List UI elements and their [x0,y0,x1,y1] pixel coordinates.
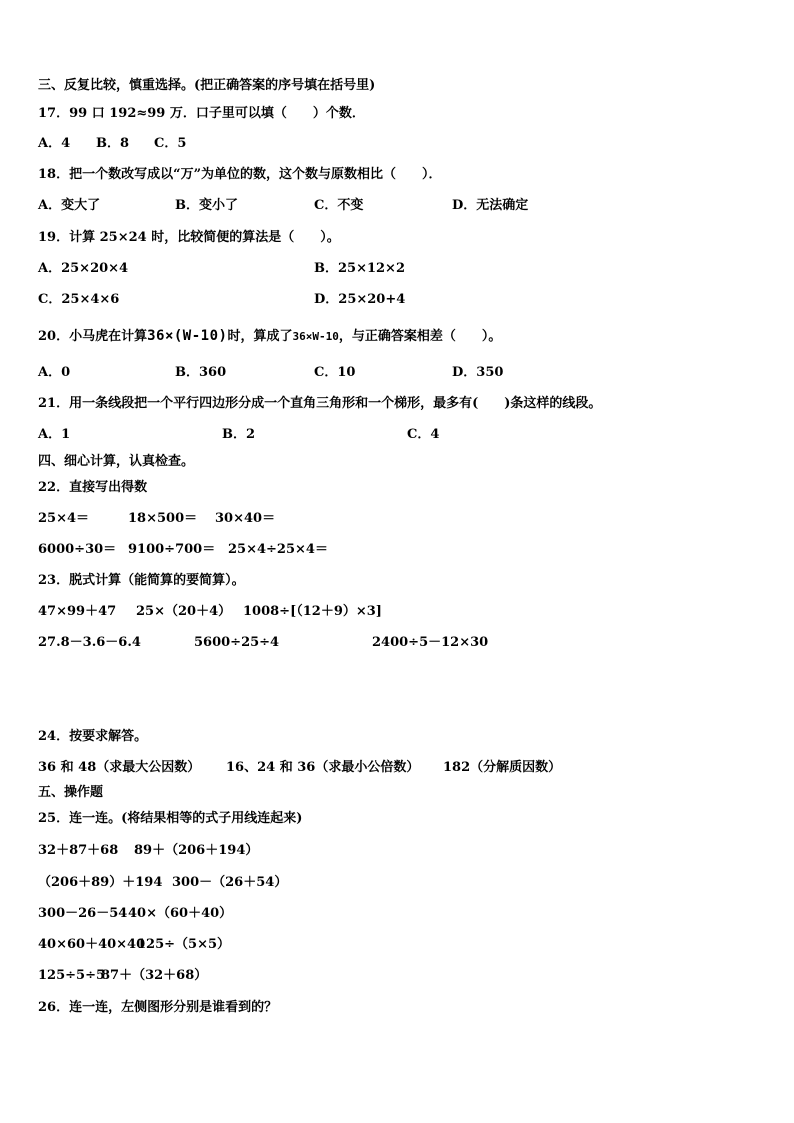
q17-option-b: B．8 [96,136,130,151]
q24-item-3: 182（分解质因数） [443,760,562,775]
q23-item-5: 5600÷25÷4 [194,635,280,650]
q22-stem: 22．直接写出得数 [38,480,148,495]
q20-stem [38,328,501,345]
q19-option-b: B．25×12×2 [314,261,406,276]
q20-stem-pre: 20．小马虎在计算 [38,329,148,344]
q19-option-d: D．25×20+4 [314,292,406,307]
q25-left-1: 32＋87＋68 [38,843,119,858]
q22-item-4: 6000÷30＝ [38,542,117,557]
q18-stem: 18．把一个数改写成以“万”为单位的数，这个数与原数相比（ ）． [38,167,442,182]
q18-option-b: B．变小了 [175,198,238,213]
q21-option-a: A．1 [38,427,71,442]
q25-left-4: 40×60＋40×40 [38,937,146,952]
q25-left-5: 125÷5÷5 [38,968,106,983]
section-5-heading: 五、操作题 [38,785,104,800]
q23-stem: 23．脱式计算（能简算的要简算）。 [38,573,245,588]
q25-right-5: 87＋（32＋68） [101,968,208,983]
q20-stem-post: ，与正确答案相差（ ）。 [338,329,502,344]
section-4-heading: 四、细心计算，认真检查。 [38,454,195,469]
q23-item-6: 2400÷5－12×30 [372,635,489,650]
q20-stem-mid: 时，算成了 [227,329,293,344]
q25-right-4: 125÷（5×5） [137,937,231,952]
q17-option-a: A．4 [38,136,71,151]
q20-option-b: B．360 [175,365,227,380]
q22-item-6: 25×4÷25×4＝ [228,542,328,557]
q18-option-a: A．变大了 [38,198,101,213]
q19-option-a: A．25×20×4 [38,261,129,276]
q20-option-d: D．350 [452,365,504,380]
q25-right-2: 300－（26＋54） [172,875,288,890]
q24-item-2: 16、24 和 36（求最小公倍数） [226,760,420,775]
q24-item-1: 36 和 48（求最大公因数） [38,760,201,775]
q26-stem: 26．连一连，左侧图形分别是谁看到的？ [38,1000,278,1015]
q20-option-a: A．0 [38,365,71,380]
q22-item-3: 30×40＝ [215,511,276,526]
q25-right-3: 40×（60＋40） [128,906,233,921]
q20-option-c: C．10 [314,365,356,380]
q23-item-4: 27.8－3.6－6.4 [38,635,141,650]
q17-option-c: C．5 [154,136,187,151]
q22-item-1: 25×4＝ [38,511,90,526]
q21-stem: 21．用一条线段把一个平行四边形分成一个直角三角形和一个梯形，最多有( )条这样的线段。 [38,396,602,411]
q24-stem: 24．按要求解答。 [38,729,148,744]
q25-stem: 25．连一连。(将结果相等的式子用线连起来) [38,811,303,826]
section-3-heading: 三、反复比较，慎重选择。(把正确答案的序号填在括号里) [38,78,376,93]
q19-stem: 19．计算 25×24 时，比较简便的算法是（ ）。 [38,230,340,245]
q25-right-1: 89＋（206＋194） [134,843,259,858]
q22-item-2: 18×500＝ [128,511,198,526]
q20-expression-wrong: 36×W-10 [292,330,339,343]
q23-item-2: 25×（20＋4） [136,604,232,619]
q19-option-c: C．25×4×6 [38,292,120,307]
q21-option-b: B．2 [222,427,256,442]
q17-stem: 17．99 口 192≈99 万．口子里可以填（ ）个数． [38,106,365,121]
q23-item-3: 1008÷[（12＋9）×3] [243,604,382,619]
q25-left-2: （206＋89）＋194 [38,875,163,890]
q25-left-3: 300－26－54 [38,906,128,921]
q18-option-c: C．不变 [314,198,364,213]
q20-expression-correct: 36×(W-10) [147,328,228,344]
q21-option-c: C．4 [407,427,440,442]
q18-option-d: D．无法确定 [452,198,529,213]
q23-item-1: 47×99＋47 [38,604,117,619]
q22-item-5: 9100÷700＝ [128,542,216,557]
